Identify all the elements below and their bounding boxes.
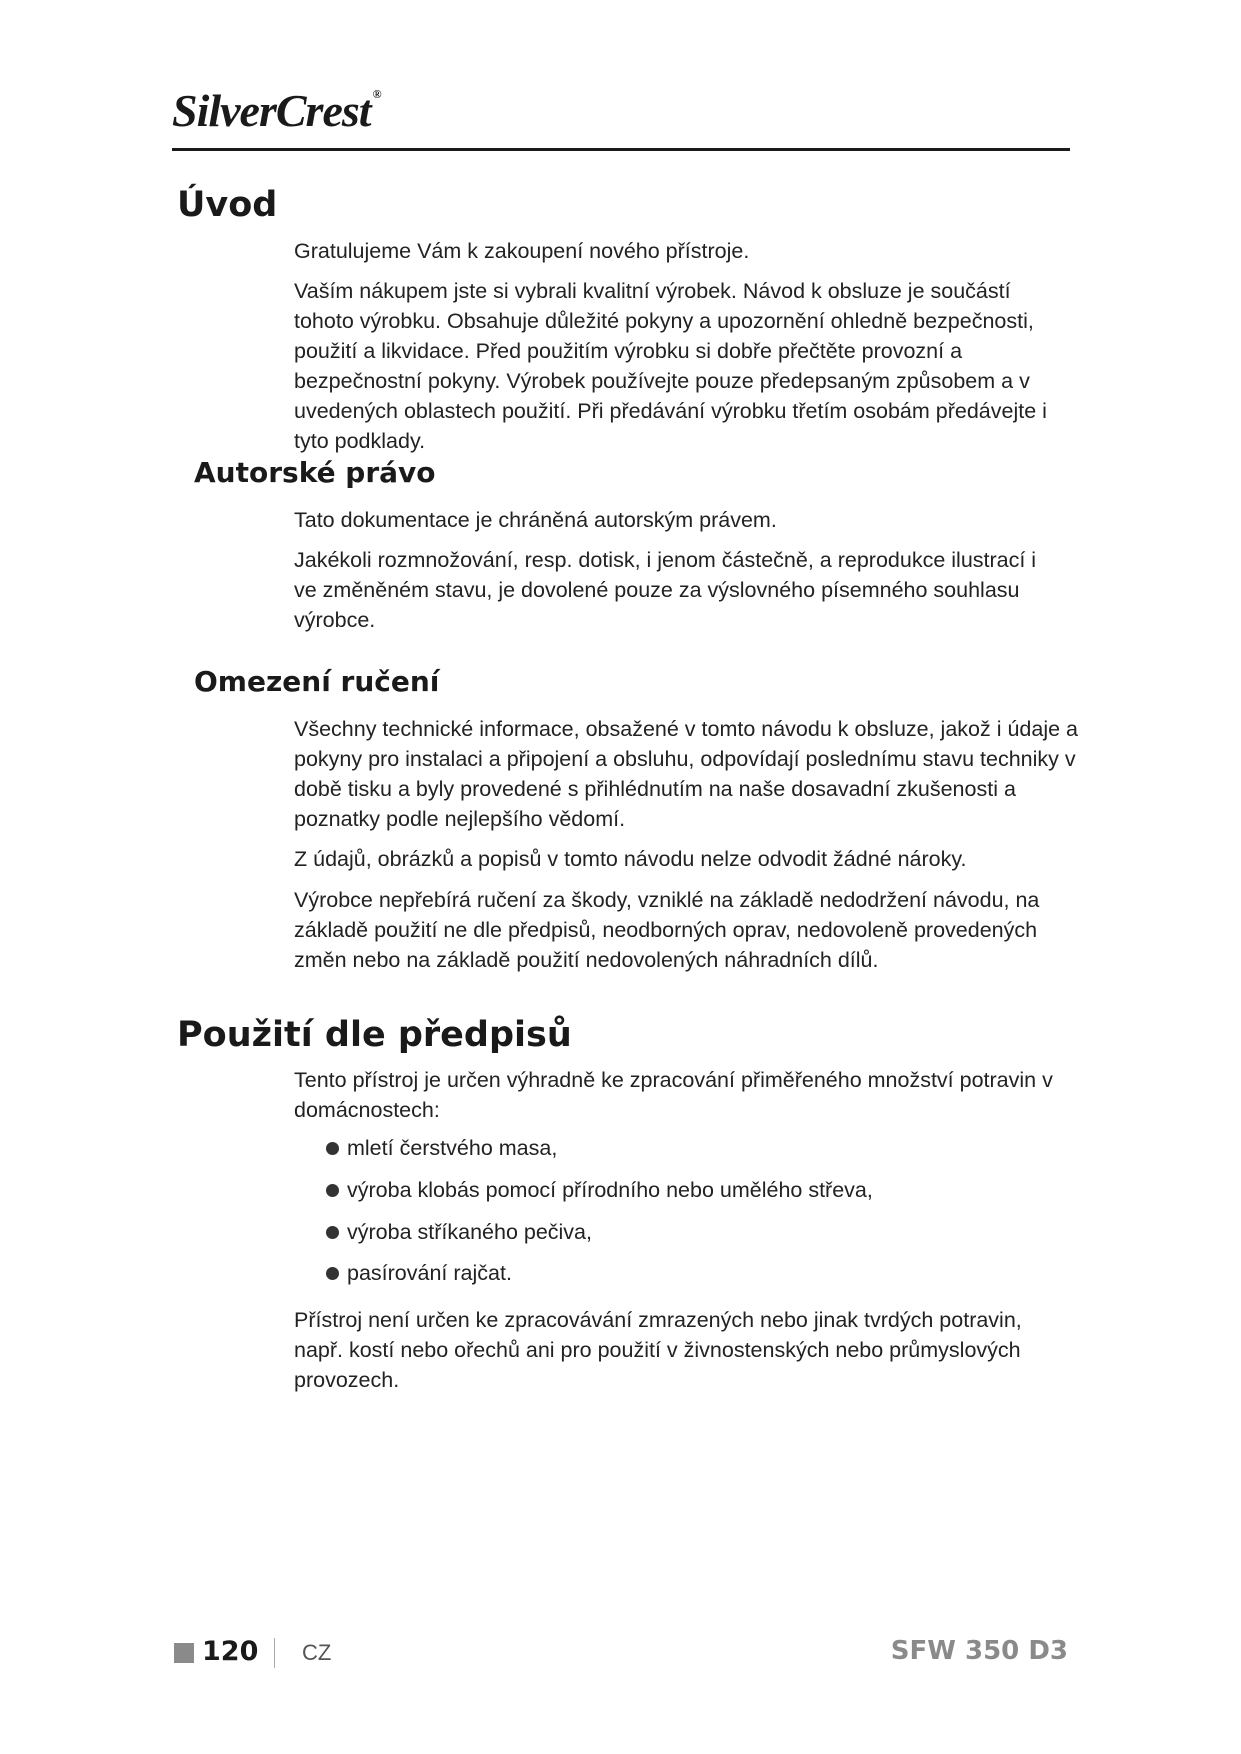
paragraph: Přístroj není určen ke zpracovávání zmrazených nebo jinak tvrdých potravin, např. kostí nebo ořechů ani pro použití v živnostenských nebo průmyslových provozech. [294,1308,1022,1392]
heading-autorske-pravo: Autorské právo [194,456,436,489]
list-item: výroba stříkaného pečiva, [326,1217,592,1247]
paragraph: Výrobce nepřebírá ručení za škody, vzniklé na základě nedodržení návodu, na základě použití ne dle předpisů, neodborných oprav, nedovoleně provedených změn nebo na základě použití nedovolených náhradních dílů. [294,888,1040,972]
paragraph: Z údajů, obrázků a popisů v tomto návodu nelze odvodit žádné nároky. [294,847,967,871]
bullet-icon [326,1142,339,1155]
paragraph: Tento přístroj je určen výhradně ke zpracování přiměřeného množství potravin v domácnostech: [294,1068,1053,1122]
bullet-icon [326,1267,339,1280]
paragraph: Vaším nákupem jste si vybrali kvalitní výrobek. Návod k obsluze je součástí tohoto výrobku. Obsahuje důležité pokyny a upozornění ohledně bezpečnosti, použití a likvidace. Před použitím výrobku si dobře přečtěte provozní a bezpečnostní pokyny. Výrobek používejte pouze předepsaným způsobem a v uvedených oblastech použití. Při předávání výrobku třetím osobám předávejte i tyto podklady. [294,279,1047,453]
list-item: mletí čerstvého masa, [326,1133,557,1163]
page-marker-square [174,1643,194,1663]
bullet-icon [326,1226,339,1239]
model-number: SFW 350 D3 [890,1636,1068,1666]
list-item: pasírování rajčat. [326,1258,512,1288]
paragraph: Gratulujeme Vám k zakoupení nového přístroje. [294,239,750,263]
heading-pouziti-dle-predpisu: Použití dle předpisů [177,1015,572,1055]
paragraph: Tato dokumentace je chráněná autorským právem. [294,508,777,532]
heading-uvod: Úvod [177,185,278,225]
page-number: 120 [202,1636,259,1667]
language-code: CZ [302,1640,332,1665]
paragraph: Všechny technické informace, obsažené v tomto návodu k obsluze, jakož i údaje a pokyny pro instalaci a připojení a obsluhu, odpovídají poslednímu stavu techniky v době tisku a byly provedené s přihlédnutím na naše dosavadní zkušenosti a poznatky podle nejlepšího vědomí. [294,717,1079,831]
header-rule [172,148,1070,151]
silvercrest-logo: SilverCrest ® [172,85,381,136]
footer-divider [274,1638,275,1668]
paragraph: Jakékoli rozmnožování, resp. dotisk, i jenom částečně, a reprodukce ilustrací i ve změněném stavu, je dovolené pouze za výslovného písemného souhlasu výrobce. [294,548,1037,632]
bullet-icon [326,1184,339,1197]
list-item: výroba klobás pomocí přírodního nebo umělého střeva, [326,1175,873,1205]
heading-omezeni-ruceni: Omezení ručení [194,665,440,698]
